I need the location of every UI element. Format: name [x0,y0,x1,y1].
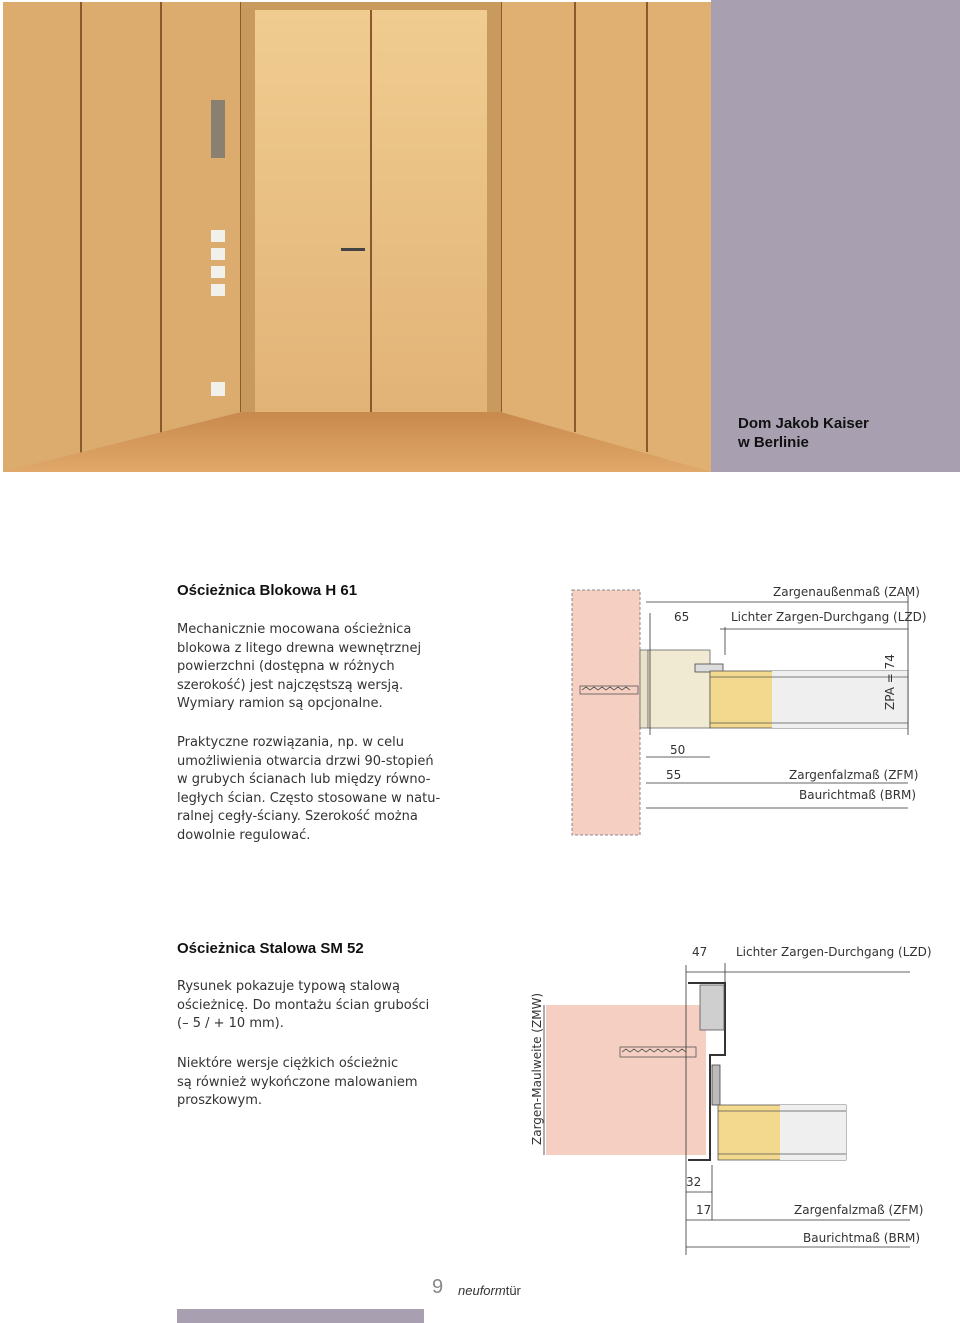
sidebar-band [711,0,960,472]
label-zfm: Zargenfalzmaß (ZFM) [789,768,919,782]
photo-caption [738,414,869,452]
caption-line-2: w Berlinie [738,434,809,451]
label-zam: Zargenaußenmaß (ZAM) [773,585,920,599]
label-brm-2: Baurichtmaß (BRM) [803,1231,921,1245]
frame-diagram-h61 [570,585,920,845]
section2-title: Ościeżnica Stalowa SM 52 [177,940,364,957]
footer-bar [177,1309,424,1323]
label-zfm-2: Zargenfalzmaß (ZFM) [794,1203,924,1217]
brand-italic: neuform [458,1283,506,1298]
label-dim-50: 50 [670,743,686,757]
label-lzd-2: Lichter Zargen-Durchgang (LZD) [736,945,932,959]
label-dim-32: 32 [686,1175,702,1189]
label-zmw: Zargen-Maulweite (ZMW) [530,992,544,1145]
section1-paragraph1: Mechanicznie mocowana ościeżnica blokowa z litego drewna wewnętrznej powierzchni (dostępna w różnych szerokość) jest najczęstszą wersją. Wymiary ramion są opcjonalne. [177,622,422,712]
page-number: 9 [432,1276,444,1298]
section2-paragraph2: Niektóre wersje ciężkich ościeżnic są również wykończone malowaniem proszkowym. [177,1056,418,1109]
section2-paragraph1: Rysunek pokazuje typową stalową ościeżnicę. Do montażu ścian grubości (– 5 / + 10 mm). [177,979,430,1032]
section1-paragraph2: Praktyczne rozwiązania, np. w celu umożliwienia otwarcia drzwi 90-stopień w grubych ścianach lub między równo- ległych ścian. Często stosowane w natu- ralnej cegły-ściany. Szerokość można dowolnie regulować. [177,735,441,843]
photo-hallway-doors [3,2,711,472]
label-zpa: ZPA = 74 [883,654,897,710]
label-dim-47: 47 [692,945,708,959]
section1-title: Ościeżnica Blokowa H 61 [177,582,358,599]
label-dim-55: 55 [666,768,682,782]
label-dim-65: 65 [674,610,690,624]
brand-name [458,1283,521,1298]
label-dim-17: 17 [696,1203,712,1217]
caption-line-1: Dom Jakob Kaiser [738,415,869,432]
label-brm: Baurichtmaß (BRM) [799,788,917,802]
brand-rest: tür [505,1283,521,1298]
label-lzd: Lichter Zargen-Durchgang (LZD) [731,610,927,624]
